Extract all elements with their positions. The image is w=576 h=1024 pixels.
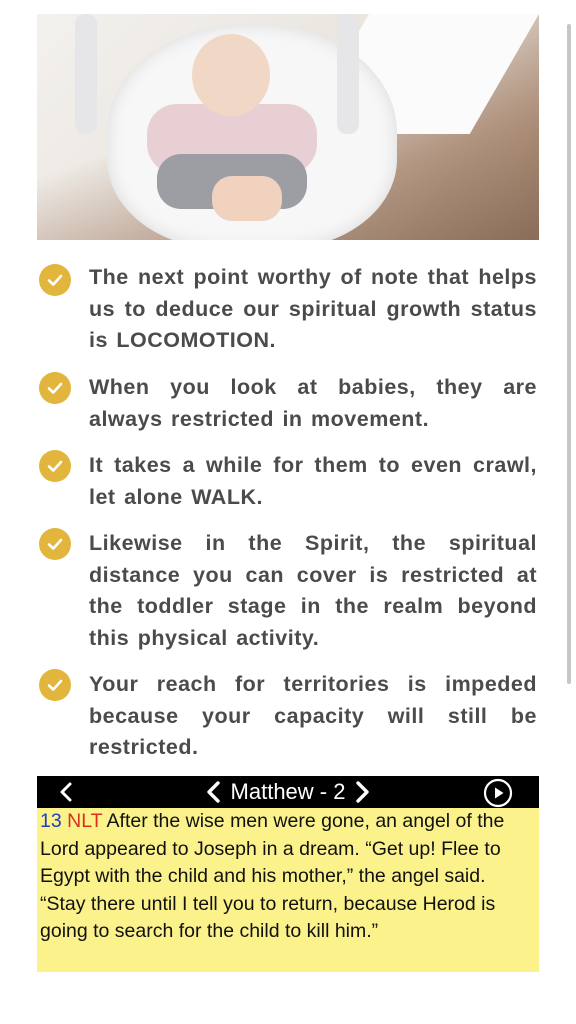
verse-toolbar [37,776,539,808]
next-chapter-chevron-icon[interactable] [351,780,373,804]
baby-feet-shape [212,176,282,221]
prev-chapter-chevron-icon[interactable] [203,780,225,804]
checkmark-circle-icon [39,528,71,560]
bullet-text: It takes a while for them to even crawl, let alone WALK. [89,453,537,509]
baby-photo [37,14,539,240]
bible-verse-widget [37,776,539,972]
bullet-text: When you look at babies, they are always restricted in movement. [89,375,537,431]
bullet-text: Likewise in the Spirit, the spiritual distance you can cover is restricted at the toddler stage in the realm beyond this physical activity. [89,531,537,650]
seat-frame-left [75,14,97,134]
checkmark-circle-icon [39,264,71,296]
checkmark-circle-icon [39,372,71,404]
scrollbar[interactable] [567,24,571,684]
seat-frame-right [337,14,359,134]
baby-head-shape [192,34,270,116]
verse-text [37,808,539,972]
checkmark-circle-icon [39,450,71,482]
chapter-title[interactable]: Matthew - 2 [230,779,346,804]
checkmark-circle-icon [39,669,71,701]
bullet-text: Your reach for territories is impeded because your capacity will still be restricted. [89,672,537,759]
chapter-navigator [37,776,539,808]
play-circle-icon[interactable] [483,778,513,808]
verse-number: 13 [40,810,62,832]
bullet-text: The next point worthy of note that helps us to deduce our spiritual growth status is LOCOMOTION. [89,265,537,352]
bible-version[interactable]: NLT [67,810,103,832]
verse-body: After the wise men were gone, an angel of the Lord appeared to Joseph in a dream. “Get up! Flee to Egypt with the child and his mother,” the angel said. “Stay there until I tell you to return, because Herod is going to search for the child to kill him.” [40,810,505,943]
